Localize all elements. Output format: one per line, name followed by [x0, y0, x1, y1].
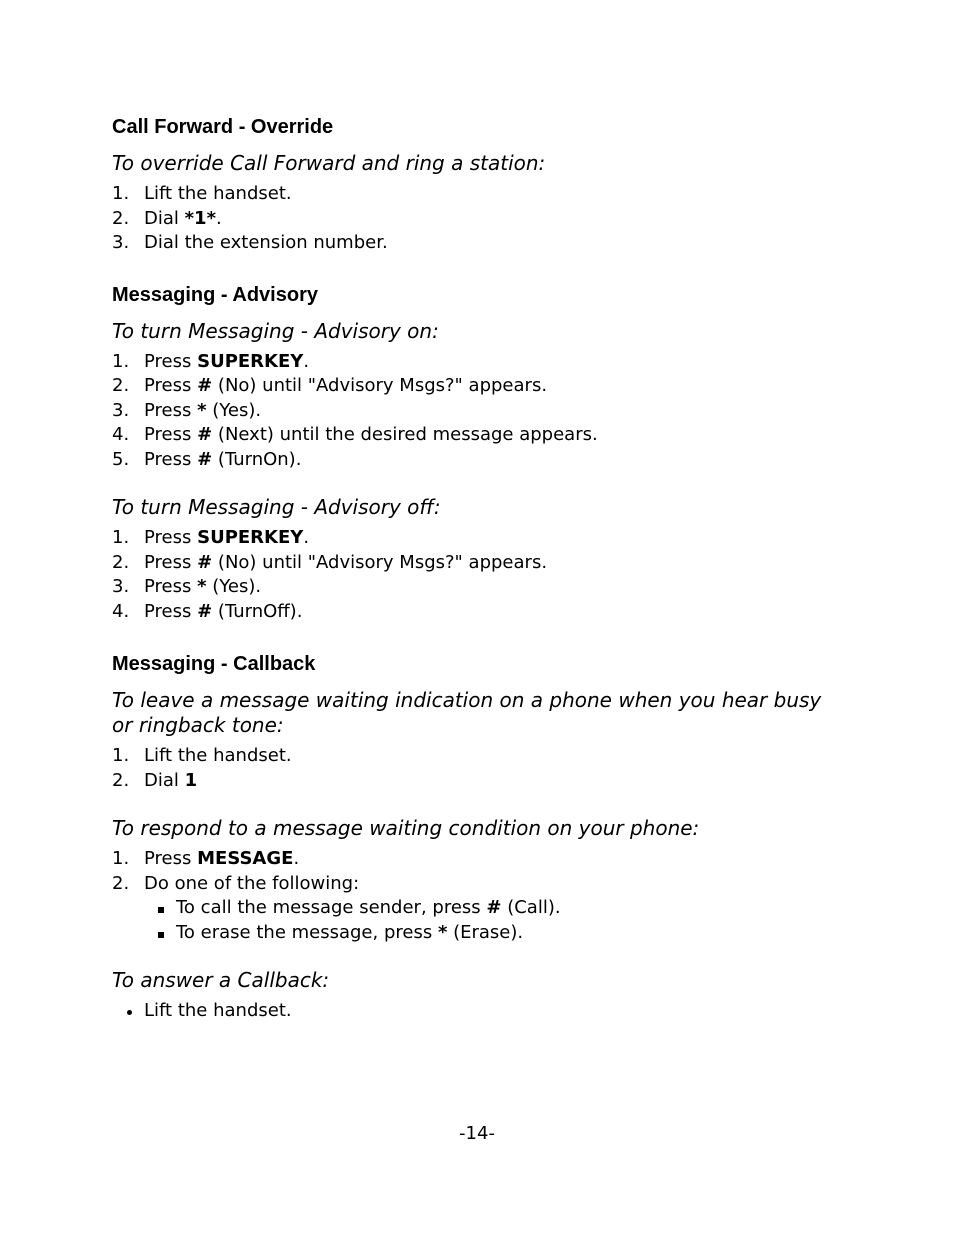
list-item: 1. Press SUPERKEY.: [112, 527, 310, 548]
step-list: [112, 847, 852, 896]
section-intro: To leave a message waiting indication on a phone when you hear busy or ringback tone:: [112, 688, 822, 737]
section-intro: To respond to a message waiting condition on your phone:: [112, 816, 700, 840]
list-item: 5. Press # (TurnOn).: [112, 448, 302, 470]
step-list: [112, 350, 852, 473]
list-item: 3. Press * (Yes).: [112, 576, 262, 597]
round-bullet-icon: [127, 1010, 132, 1015]
list-item: Lift the handset.: [112, 999, 852, 1024]
section-heading-call-forward-override: Call Forward - Override: [112, 116, 334, 138]
list-item: 3. Dial the extension number.: [112, 232, 388, 253]
section-heading-messaging-callback: Messaging - Callback: [112, 653, 316, 675]
section-intro: To override Call Forward and ring a station:: [112, 151, 546, 175]
sub-bullet-list: [112, 896, 852, 945]
section-intro: To turn Messaging - Advisory on:: [112, 318, 439, 343]
list-item: 4. Press # (Next) until the desired message appears.: [112, 424, 598, 445]
list-item: 2. Press # (No) until "Advisory Msgs?" appears.: [112, 375, 548, 396]
list-item: To erase the message, press * (Erase).: [176, 921, 852, 946]
list-item: 1. Lift the handset.: [112, 183, 292, 204]
page-number: -14-: [459, 1123, 495, 1144]
document-page: [112, 113, 852, 1024]
list-item: 4. Press # (TurnOff).: [112, 600, 303, 622]
list-item: 2. Dial *1*.: [112, 207, 222, 229]
section-heading-messaging-advisory: Messaging - Advisory: [112, 283, 318, 306]
step-list: [112, 182, 852, 256]
list-item: 2. Do one of the following:: [112, 872, 360, 894]
list-item: To call the message sender, press # (Call).: [176, 896, 852, 921]
list-item: 1. Press MESSAGE.: [112, 848, 300, 869]
section-intro: To turn Messaging - Advisory off:: [112, 495, 441, 519]
step-list: [112, 744, 852, 793]
bullet-list: [112, 999, 852, 1024]
list-item: 2. Dial 1: [112, 769, 198, 791]
step-list: [112, 526, 852, 624]
list-item: 3. Press * (Yes).: [112, 399, 262, 421]
square-bullet-icon: [158, 932, 164, 938]
list-item: 1. Lift the handset.: [112, 745, 292, 766]
square-bullet-icon: [158, 907, 164, 913]
section-intro: To answer a Callback:: [112, 968, 330, 992]
list-item: 2. Press # (No) until "Advisory Msgs?" appears.: [112, 551, 548, 573]
list-item: 1. Press SUPERKEY.: [112, 350, 310, 372]
